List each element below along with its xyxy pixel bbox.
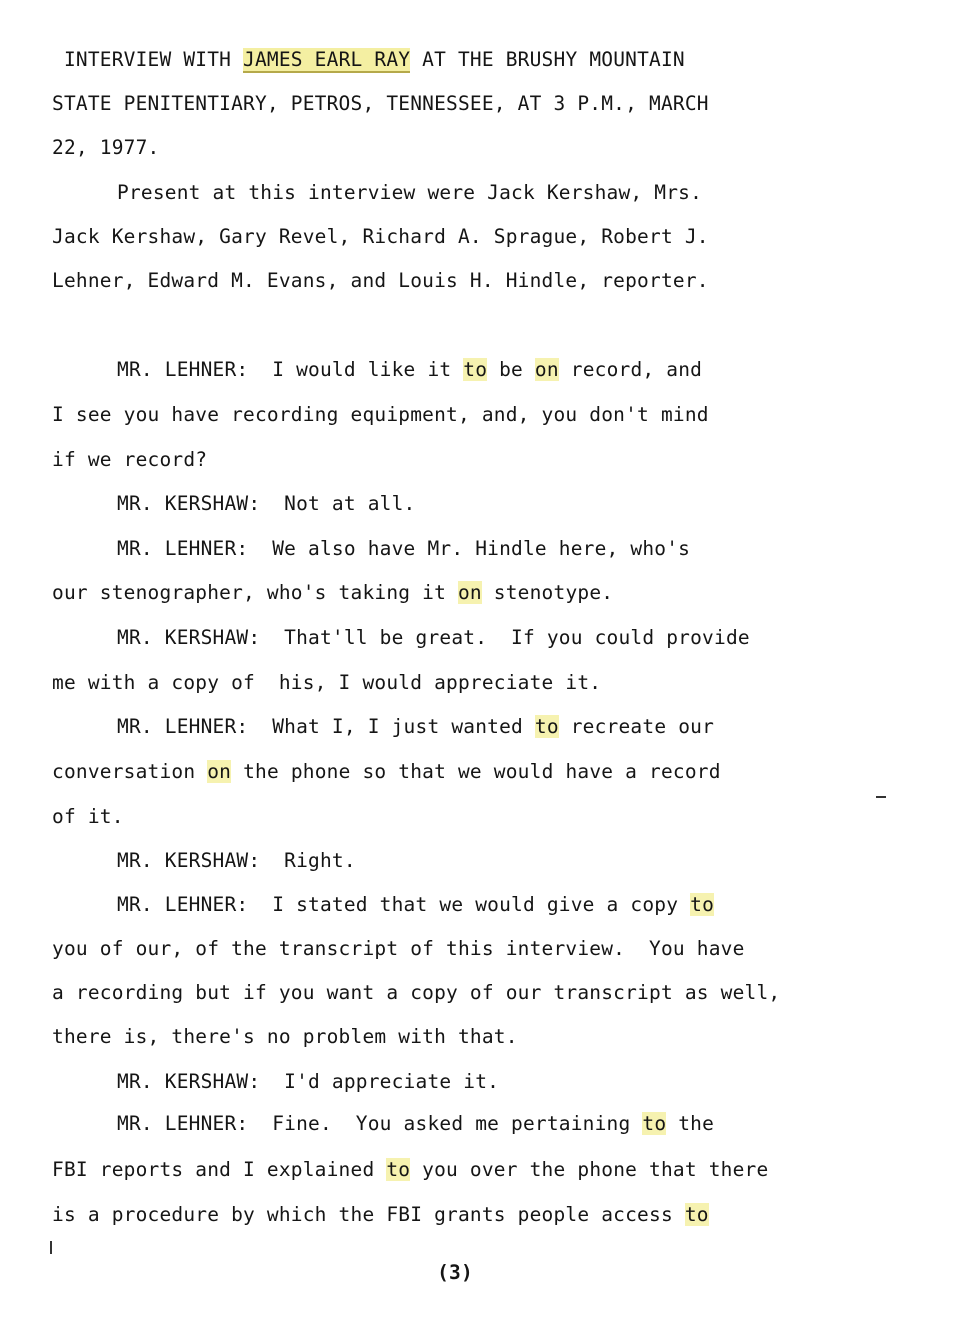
text-segment: 22, 1977. <box>52 136 160 159</box>
text-line <box>52 1025 518 1049</box>
text-segment: FBI reports and I explained <box>52 1158 387 1181</box>
margin-dash <box>876 796 886 798</box>
text-line <box>117 181 702 205</box>
text-line <box>52 136 159 160</box>
text-segment: there is, there's no problem with that. <box>52 1025 518 1048</box>
highlighted-name: JAMES EARL RAY <box>243 48 411 71</box>
text-line <box>52 581 613 605</box>
text-segment: INTERVIEW WITH <box>52 48 244 71</box>
text-line <box>52 760 721 784</box>
text-segment: MR. LEHNER: I stated that we would give a copy <box>117 893 691 916</box>
text-segment: MR. LEHNER: We also have Mr. Hindle here, who's <box>117 537 691 560</box>
text-segment: Lehner, Edward M. Evans, and Louis H. Hindle, reporter. <box>52 269 709 292</box>
text-segment: be <box>487 358 535 381</box>
text-segment: me with a copy of his, I would appreciate it. <box>52 671 602 694</box>
text-line <box>52 48 685 72</box>
text-line <box>117 626 750 650</box>
text-line <box>52 937 745 961</box>
text-segment: AT THE BRUSHY MOUNTAIN <box>410 48 685 71</box>
text-segment: STATE PENITENTIARY, PETROS, TENNESSEE, AT 3 P.M., MARCH <box>52 92 709 115</box>
text-segment: if we record? <box>52 448 208 471</box>
highlighted-word: to <box>386 1158 411 1181</box>
text-line <box>52 1158 768 1182</box>
highlighted-word: to <box>684 1203 709 1226</box>
text-line <box>117 893 714 917</box>
text-segment: is a procedure by which the FBI grants people access <box>52 1203 685 1226</box>
text-line <box>117 358 702 382</box>
text-line <box>52 671 601 695</box>
text-segment: you of our, of the transcript of this interview. You have <box>52 937 745 960</box>
text-segment: I see you have recording equipment, and, you don't mind <box>52 403 709 426</box>
text-segment: of it. <box>52 805 124 828</box>
text-line <box>52 805 124 829</box>
text-line <box>52 981 780 1005</box>
text-segment: MR. KERSHAW: That'll be great. If you could provide <box>117 626 750 649</box>
text-segment: Present at this interview were Jack Kershaw, Mrs. <box>117 181 703 204</box>
highlighted-word: to <box>642 1112 667 1135</box>
text-segment: recreate our <box>558 715 715 738</box>
text-line <box>117 715 714 739</box>
text-segment: MR. LEHNER: Fine. You asked me pertaining <box>117 1112 643 1135</box>
text-segment: MR. LEHNER: What I, I just wanted <box>117 715 535 738</box>
text-line <box>117 537 690 561</box>
text-segment: stenotype. <box>481 581 614 604</box>
text-segment: MR. LEHNER: I would like it <box>117 358 464 381</box>
text-line <box>52 225 709 249</box>
highlighted-word: to <box>690 893 715 916</box>
page-number: (3) <box>437 1261 473 1284</box>
text-segment: Jack Kershaw, Gary Revel, Richard A. Sprague, Robert J. <box>52 225 709 248</box>
text-line <box>52 269 709 293</box>
highlighted-word: on <box>457 581 482 604</box>
text-segment: conversation <box>52 760 208 783</box>
margin-mark <box>50 1241 52 1254</box>
text-line <box>52 1203 709 1227</box>
text-line <box>117 1112 714 1136</box>
highlighted-word: to <box>534 715 559 738</box>
text-segment: the phone so that we would have a record <box>231 760 721 783</box>
text-segment: MR. KERSHAW: Right. <box>117 849 356 872</box>
text-segment: record, and <box>558 358 703 381</box>
text-segment: MR. KERSHAW: I'd appreciate it. <box>117 1070 500 1093</box>
text-line <box>52 403 709 427</box>
text-line <box>117 1070 499 1094</box>
text-line <box>52 448 207 472</box>
highlighted-word: on <box>207 760 232 783</box>
text-segment: a recording but if you want a copy of our transcript as well, <box>52 981 781 1004</box>
highlighted-word: on <box>534 358 559 381</box>
text-line <box>52 92 709 116</box>
text-line <box>117 849 356 873</box>
text-segment: you over the phone that there <box>410 1158 769 1181</box>
highlighted-word: to <box>463 358 488 381</box>
text-segment: our stenographer, who's taking it <box>52 581 458 604</box>
text-segment: the <box>666 1112 715 1135</box>
text-segment: MR. KERSHAW: Not at all. <box>117 492 416 515</box>
text-line <box>117 492 416 516</box>
